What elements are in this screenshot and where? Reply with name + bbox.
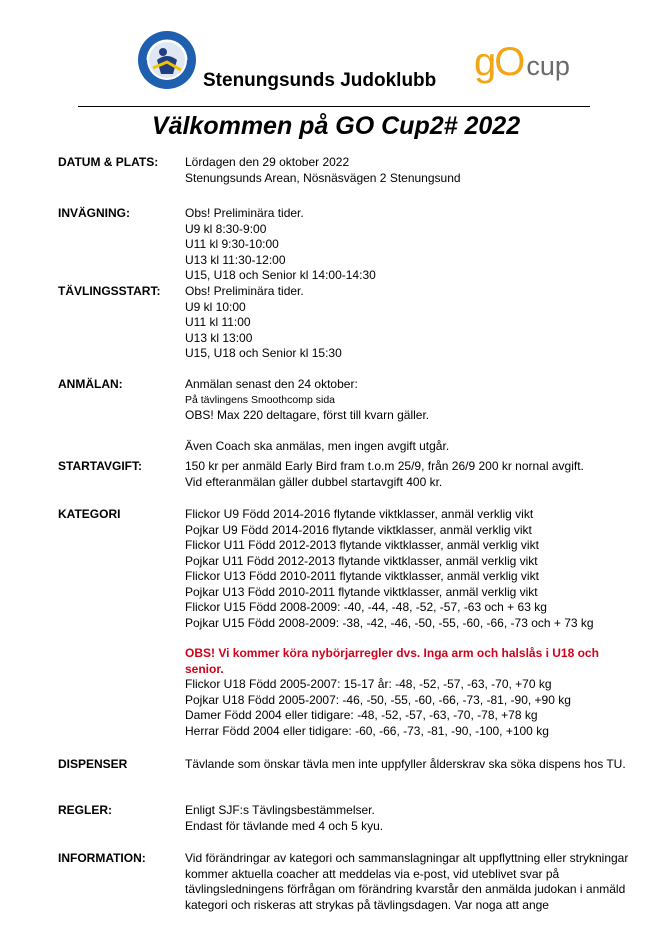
club-logo — [137, 30, 197, 90]
text-line: U11 kl 9:30-10:00 — [185, 237, 279, 251]
page-title: Välkommen på GO Cup2# 2022 — [151, 112, 521, 140]
text-line: U9 kl 10:00 — [185, 299, 246, 314]
category-line: Pojkar U11 Född 2012-2013 flytande viktklasser, anmäl verklig vikt — [185, 553, 538, 568]
text-line: På tävlingens Smoothcomp sida — [185, 393, 335, 406]
text-line: OBS! Max 220 deltagare, först till kvarn gäller. — [185, 408, 430, 422]
section-label: STARTAVGIFT: — [58, 459, 142, 473]
text-line: U15, U18 och Senior kl 15:30 — [185, 346, 342, 360]
go-cup-logo-cup: cup — [526, 51, 570, 81]
page-header — [0, 0, 672, 110]
text-line: U9 kl 8:30-9:00 — [185, 221, 267, 236]
text-line: Anmälan senast den 24 oktober: — [185, 377, 358, 391]
spacer — [185, 631, 645, 646]
category-line: Pojkar U15 Född 2008-2009: -38, -42, -46, -50, -55, -60, -66, -73 och + 73 kg — [185, 615, 594, 630]
category-line: Flickor U13 Född 2010-2011 flytande viktklasser, anmäl verklig vikt — [185, 569, 539, 583]
text-line: Lördagen den 29 oktober 2022 — [185, 155, 350, 169]
section-label: KATEGORI — [58, 507, 121, 521]
club-name: Stenungsunds Judoklubb — [203, 70, 437, 91]
text-line: Även Coach ska anmälas, men ingen avgift utgår. — [185, 439, 450, 453]
section-body — [185, 803, 645, 834]
text-line: U13 kl 13:00 — [185, 330, 253, 345]
text-line: U13 kl 11:30-12:00 — [185, 252, 286, 267]
category-line: Flickor U11 Född 2012-2013 flytande viktklasser, anmäl verklig vikt — [185, 538, 539, 552]
text-line: Stenungsunds Arean, Nösnäsvägen 2 Stenungsund — [185, 170, 461, 185]
section-body — [185, 155, 645, 186]
text-line: Endast för tävlande med 4 och 5 kyu. — [185, 818, 384, 833]
section-body — [185, 851, 645, 913]
category-line: Damer Född 2004 eller tidigare: -48, -52, -57, -63, -70, -78, +78 kg — [185, 708, 538, 722]
header-divider — [78, 106, 590, 107]
notice-text: OBS! Vi kommer köra nybörjarregler dvs. Inga arm och halslås i U18 och senior. — [185, 646, 599, 676]
spacer-line — [185, 424, 645, 440]
section-body — [185, 206, 645, 284]
section-label: INVÄGNING: — [58, 206, 130, 220]
section-label: DISPENSER — [58, 757, 128, 771]
text-line: U11 kl 11:00 — [185, 315, 251, 329]
section-label: DATUM & PLATS: — [58, 155, 159, 169]
text-paragraph: Tävlande som önskar tävla men inte uppfyller ålderskrav ska söka dispens hos TU. — [185, 757, 626, 771]
section-body — [185, 459, 645, 490]
section-body — [185, 284, 645, 362]
category-line: Herrar Född 2004 eller tidigare: -60, -66, -73, -81, -90, -100, +100 kg — [185, 723, 549, 738]
text-line: 150 kr per anmäld Early Bird fram t.o.m 25/9, från 26/9 200 kr nornal avgift. — [185, 459, 584, 473]
category-line: Flickor U9 Född 2014-2016 flytande viktklasser, anmäl verklig vikt — [185, 507, 534, 521]
text-line: Vid efteranmälan gäller dubbel startavgift 400 kr. — [185, 474, 443, 489]
text-paragraph: Vid förändringar av kategori och sammanslagningar alt uppflyttning eller strykningar kommer aktuella coacher att meddelas via e-post, vid uteblivet svar på tävlingsledningens förfrågan om förändring kvarstår den anmälda judokan i anmäld kategori och riskeras att strykas på tävlingsdagen. Var noga att ange — [185, 851, 629, 912]
section-label: INFORMATION: — [58, 851, 146, 865]
section-body — [185, 377, 645, 455]
section-label: TÄVLINGSSTART: — [58, 284, 161, 298]
text-line: Obs! Preliminära tider. — [185, 284, 304, 298]
go-cup-logo-go: gO — [474, 40, 524, 84]
section-label: ANMÄLAN: — [58, 377, 123, 391]
text-line: Obs! Preliminära tider. — [185, 206, 304, 220]
go-cup-logo — [474, 40, 570, 90]
section-body — [185, 757, 645, 773]
category-line: Pojkar U9 Född 2014-2016 flytande viktklasser, anmäl verklig vikt — [185, 522, 532, 537]
section-body — [185, 507, 645, 739]
category-line: Pojkar U18 Född 2005-2007: -46, -50, -55, -60, -66, -73, -81, -90, +90 kg — [185, 692, 571, 707]
category-line: Flickor U18 Född 2005-2007: 15-17 år: -48, -52, -57, -63, -70, +70 kg — [185, 677, 552, 691]
text-line: Enligt SJF:s Tävlingsbestämmelser. — [185, 803, 375, 817]
section-label: REGLER: — [58, 803, 112, 817]
category-line: Pojkar U13 Född 2010-2011 flytande viktklasser, anmäl verklig vikt — [185, 584, 538, 599]
category-line: Flickor U15 Född 2008-2009: -40, -44, -48, -52, -57, -63 och + 63 kg — [185, 600, 547, 614]
text-line: U15, U18 och Senior kl 14:00-14:30 — [185, 268, 376, 282]
